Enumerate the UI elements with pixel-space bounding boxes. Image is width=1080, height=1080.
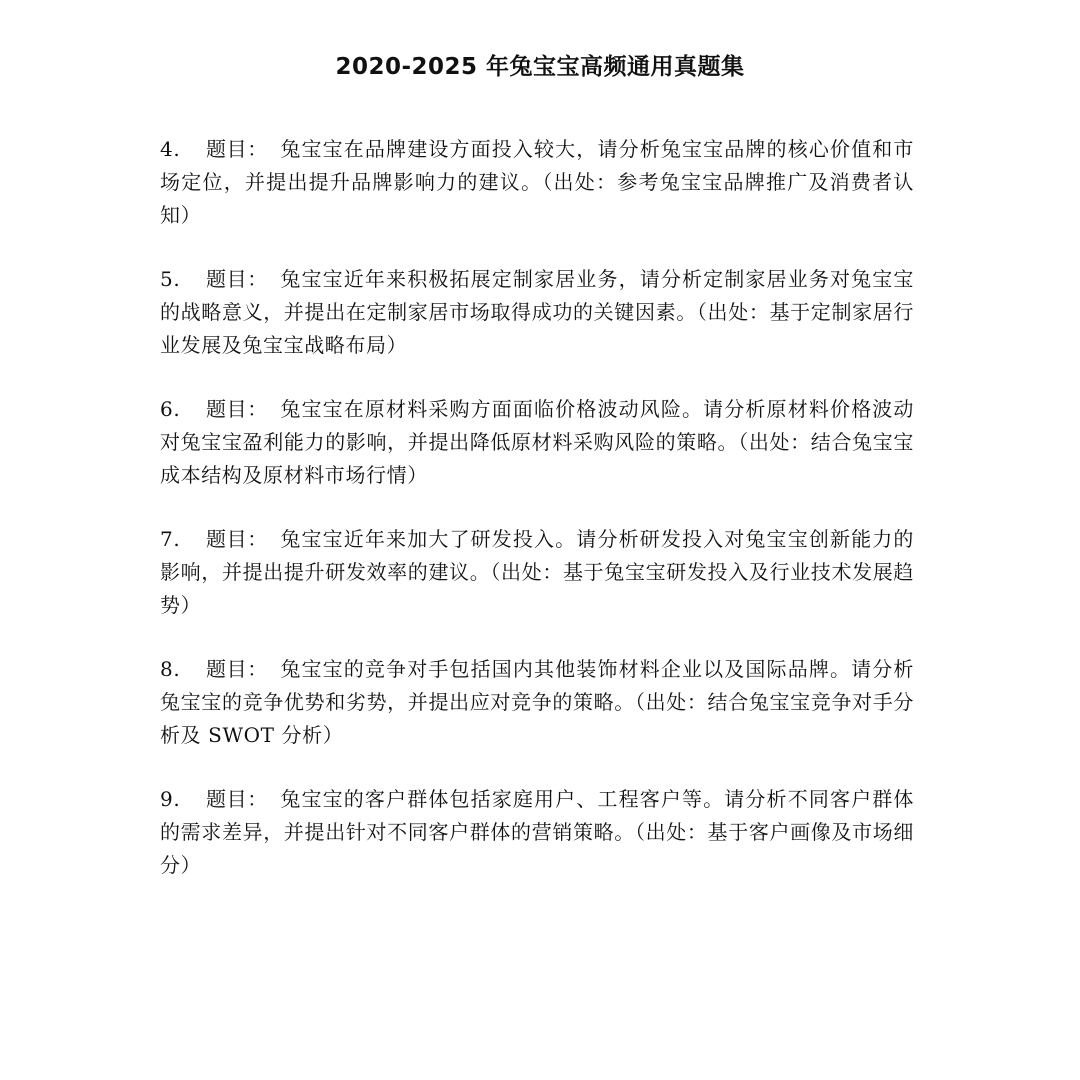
question-number: 5. [160, 267, 181, 291]
question-item [160, 653, 914, 752]
question-text: 兔宝宝的客户群体包括家庭用户、工程客户等。请分析不同客户群体的需求差异，并提出针对不同客户群体的营销策略。（出处：基于客户画像及市场细分） [160, 787, 914, 877]
question-number: 8. [160, 657, 181, 681]
question-number: 7. [160, 527, 181, 551]
question-number: 4. [160, 137, 181, 161]
question-text: 兔宝宝在品牌建设方面投入较大，请分析兔宝宝品牌的核心价值和市场定位，并提出提升品牌影响力的建议。（出处：参考兔宝宝品牌推广及消费者认知） [160, 137, 914, 227]
question-number: 9. [160, 787, 181, 811]
question-label: 题目： [206, 267, 268, 291]
question-label: 题目： [206, 137, 268, 161]
question-item [160, 523, 914, 622]
question-label: 题目： [206, 657, 268, 681]
question-text: 兔宝宝近年来加大了研发投入。请分析研发投入对兔宝宝创新能力的影响，并提出提升研发效率的建议。（出处：基于兔宝宝研发投入及行业技术发展趋势） [160, 527, 914, 617]
question-label: 题目： [206, 787, 268, 811]
question-label: 题目： [206, 527, 268, 551]
question-text: 兔宝宝近年来积极拓展定制家居业务，请分析定制家居业务对兔宝宝的战略意义，并提出在定制家居市场取得成功的关键因素。（出处：基于定制家居行业发展及兔宝宝战略布局） [160, 267, 914, 357]
question-number: 6. [160, 397, 181, 421]
question-item [160, 133, 914, 232]
question-list [160, 133, 914, 913]
question-item [160, 393, 914, 492]
question-item [160, 783, 914, 882]
document-title: 2020-2025 年兔宝宝高频通用真题集 [335, 54, 745, 80]
question-label: 题目： [206, 397, 268, 421]
question-text: 兔宝宝在原材料采购方面面临价格波动风险。请分析原材料价格波动对兔宝宝盈利能力的影响，并提出降低原材料采购风险的策略。（出处：结合兔宝宝成本结构及原材料市场行情） [160, 397, 914, 487]
question-text: 兔宝宝的竞争对手包括国内其他装饰材料企业以及国际品牌。请分析兔宝宝的竞争优势和劣势，并提出应对竞争的策略。（出处：结合兔宝宝竞争对手分析及 SWOT 分析） [160, 657, 914, 747]
question-item [160, 263, 914, 362]
